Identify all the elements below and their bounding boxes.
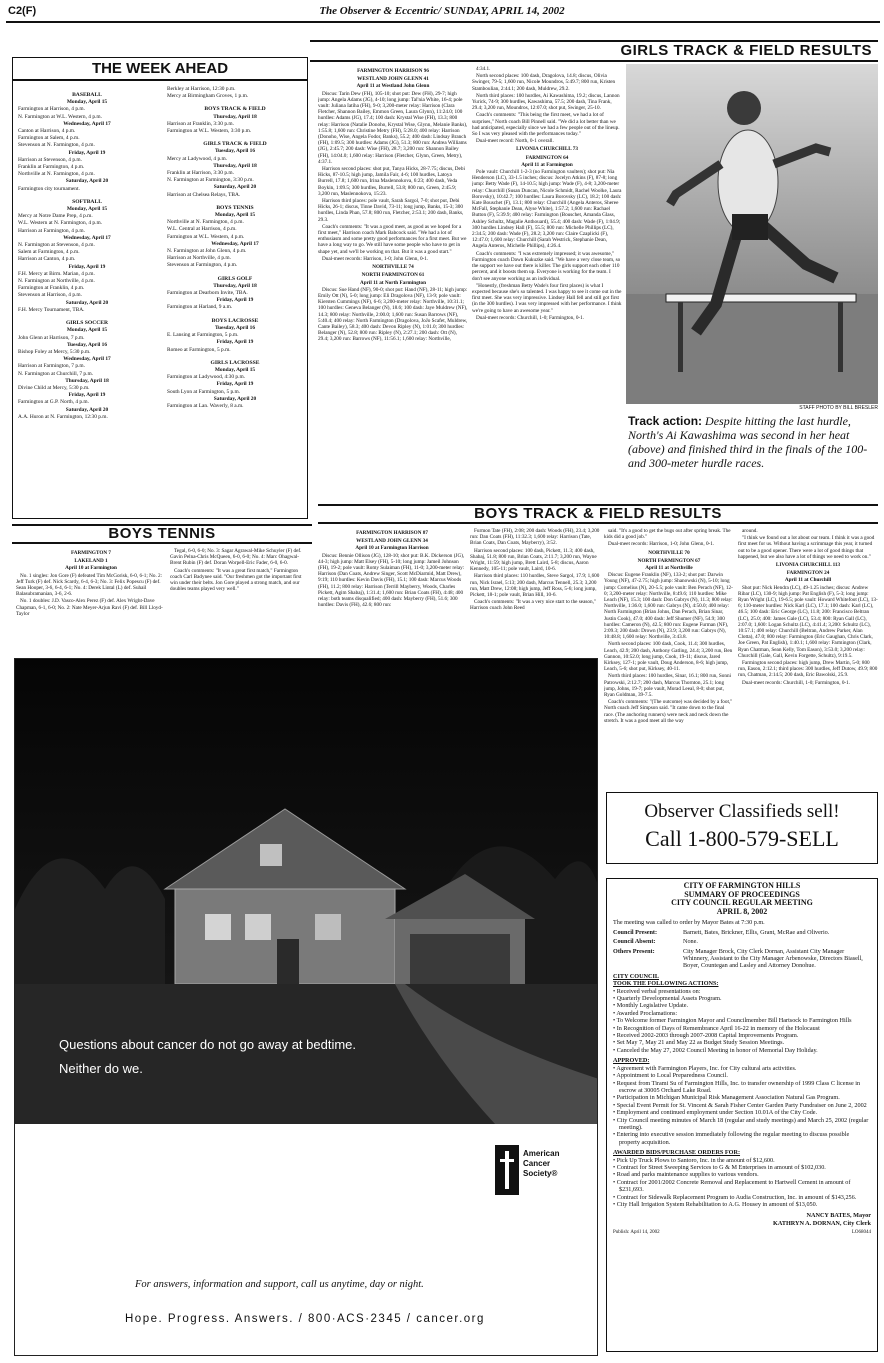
girls-track-banner: GIRLS TRACK & FIELD RESULTS — [310, 40, 878, 62]
boys-tennis-col-1 — [16, 548, 166, 658]
boys-track-col-3 — [604, 528, 734, 778]
schedule-event: Farmington at Harland, 9 a.m. — [167, 304, 233, 311]
ad-logo — [495, 1143, 565, 1201]
result-heading: FARMINGTON HARRISON 96 — [357, 68, 429, 74]
boys-track-banner: BOYS TRACK & FIELD RESULTS — [318, 504, 878, 524]
schedule-category: BOYS TRACK & FIELD — [204, 106, 266, 113]
result-paragraph: Shot put: Nick Hendra (LC), 49-1.25 inches; discus: Andrew Ribar (LC), 130-9; high jump: Pat English (F), 5-3; long jump: Ryan Wright (LC), 19-6.5; pole vault: Howard Whitefoot (LC), 13-6; 110-meter hurdles: Nick Karl (LC), 17.1; 100 dash: Karl (LC), 46.5; 100 dash: Eric George (LC), 11.8; 200: Francisco Beltran (LC), 25.0; 400: James Gale (LC), 53.4; 800: Ryan Gall (LC), 2:07.0; 1,600: Logan Schultz (LC), 4:41.4; 3,200: Schultz (LC), 10:57.1; 400 relay: Churchill (Beltran, Andrew Parker, Alan Clotta), 47.0; 800 relay: Farmington (Eric Gaughan, Chris Clark, Joe Green, Pat English), 1:40.1; 1,600 relay: Farmington (Clark, Ryan Chatman, Sean Kelly, Tom Eason), 3:53.0; 3,200 relay: Churchill (Gale, Gall, Kevin Forgette, Schultz), 9:19.5. — [738, 584, 878, 659]
legal-action-item: • In Recognition of Days of Remembrance April 16-22 in memory of the Holocaust — [613, 1025, 871, 1032]
schedule-day: Monday, April 15 — [66, 99, 108, 106]
schedule-category: GIRLS GOLF — [217, 275, 253, 282]
legal-others: City Manager Brock, City Clerk Dornan, Assistant City Manager Whinnery, Assistant to the City Manager Arbenowske, Directors Biasell, Boyer, Countegan and Lasley and Attorney Donohue. — [683, 947, 863, 970]
schedule-event: Stevenson at Farmington, 4 p.m. — [167, 262, 238, 269]
result-heading: NORTHVILLE 74 — [372, 264, 414, 271]
week-ahead-title: THE WEEK AHEAD — [13, 58, 307, 81]
legal-absent-label: Council Absent: — [613, 938, 656, 946]
legal-publish: Publish: April 14, 2002 — [613, 1230, 660, 1236]
legal-others-label: Others Present: — [613, 947, 655, 955]
schedule-event: N. Farmington at Stevenson, 4 p.m. — [18, 242, 95, 249]
boys-track-col-2 — [470, 528, 600, 653]
result-paragraph: North third places: 100 hurdles, Sinar, 16.1; 800 run, Sonni Patrowski, 2:12.7; 200 dash, Marcus Thornton, 25.1; long jump, Johns, 19-7; pole vault, Morad Leeal, 8-0; shot put, Ryan Goldman, 39-7.5. — [604, 673, 731, 699]
schedule-day: Monday, April 15 — [214, 366, 256, 373]
result-heading: NORTH FARMINGTON 67 — [637, 557, 701, 564]
legal-section-actions: TOOK THE FOLLOWING ACTIONS: — [613, 980, 719, 988]
schedule-event: Stevenson at Harrison, 4 p.m. — [18, 292, 82, 299]
result-paragraph: Discus: Eugene Franklin (NF), 133-2; shot put: Darwin Young (NF), 47-2.75; high jump: Shanowski (N), 5-10; long jump: Cornelius (N), 20-5.5; pole vault: Ben Perach (NF), 12-0; 3,200-meter relay: Northville, 8:49.6; 110 hurdles: Mike Leach (NF), 15.3; 100 dash: Don Gabrys (N), 11.3; 800 relay: Northville, 1:36.0; 1,600 run: Gabrys (N), 4:50.0; 400 relay: North Farmington (Brian Johns, Dan Perach, Brian Sinar, Justin Cook), 47.0; 400 dash: Jeff Shumer (NF), 54.9; 300 hurdles: Cameron (N), 42.5; 800 run: Eugene Furman (NF), 2:09.3; 200 dash: Drown (N), 23.9; 3,200 run: Gabrys (N), 10:48.8; 1,600 relay: Northville, 3:43.8. — [604, 572, 733, 641]
legal-title-1: CITY OF FARMINGTON HILLS — [683, 881, 801, 890]
legal-present-row — [613, 929, 871, 936]
legal-bid-item: • Pick Up Truck Plows to Santoro, Inc. in the amount of $12,600. — [613, 1157, 871, 1164]
logo-line-1: American — [523, 1149, 560, 1158]
page-number: C2(F) — [8, 5, 37, 17]
legal-approved-item: • City Council meeting minutes of March 18 (regular and study meetings) and March 25, 2002 (regular meeting). — [613, 1117, 871, 1132]
result-paragraph: Coach's comments: "It was a great first match," Farmington coach Carl Badynee said. "Our freshmen got the important first win under their belts. Jon Gore played a strong match, and our doubles teams played very well." — [170, 567, 302, 593]
schedule-day: Tuesday, April 16 — [66, 341, 108, 348]
ad-headline-1: Questions about cancer do not go away at bedtime. — [59, 1037, 357, 1052]
result-paragraph: Harrison second places: 100 dash, Pickett, 11.3; 400 dash, Shabaj, 51.8; 800 run, Brian Coats, 2:11.7; 3,200 run, Wayne Wright, 11:59; high jump, Brett Laird, 5-8; discus, Aaron Kennedy, 105-11; pole vault, Laird, 10-6. — [470, 547, 597, 573]
week-ahead-col-1 — [16, 86, 158, 421]
schedule-event: Northville at N. Farmington, 4 p.m. — [167, 219, 244, 226]
result-paragraph: North second places: 100 dash, Cook, 11.4; 300 hurdles, Leach, 42.9; 200 dash, Anthony Gatling, 24.4; 3,200 run, Ben Gannon, 10:52.0; long jump, Cook, 19-11; discus, Jared Kirksey, 127-1; pole vault, Doug Anderson, 8-6; high jump, Leach, 5-6; shot put, Kirksey, 40-11. — [604, 641, 733, 673]
schedule-event: Franklin at Farmington, 4 p.m. — [18, 164, 85, 171]
schedule-event: Mercy at Notre Dame Prep, 4 p.m. — [18, 213, 93, 220]
schedule-event: Northville at N. Farmington, 4 p.m. — [18, 171, 95, 178]
legal-present: Barnett, Bates, Brickner, Ellis, Grant, McRae and Oliverio. — [683, 928, 830, 936]
legal-others-row — [613, 948, 871, 970]
legal-approved-item: • Employment and continued employment under Section 10.01A of the City Code. — [613, 1109, 871, 1116]
result-paragraph: Discus: Bennie Ollison (JG), 128-10; shot put: B.K. Dickerson (JG), 44-3; high jump: Matt Elsey (FH), 5-10; long jump: Jameil Johnson (FH), 19-2; pole vault: Romy Sulaiman (FH), 11-0; 3,200-meter relay: Harrison (Dan Coats, Andrew Singer, Scott McDiarmid, Matt Drew), 9:19; 110 hurdles: Kevin Davis (FH), 15.1; 100 dash: Marcus Woods (FH), 11.2; 800 relay: Harrison (Terrill Mayberry, Woods, Charles Pickett, Agim Shabaj), 1:31.4; 1,600 run: Brian Coats (FH), 4:48; 400 relay: both teams disqualified; 400 dash: Mayberry (FH), 51.6; 300 hurdles: Davis (FH), 42.6; 800 run: — [318, 552, 465, 609]
schedule-event: Farmington at Lan. Waverly, 8 a.m. — [167, 402, 244, 409]
schedule-event: Harrison at Chelsea Relays, TBA. — [167, 191, 241, 198]
week-ahead-box — [12, 57, 308, 519]
sword-logo-icon — [495, 1145, 519, 1195]
schedule-category: GIRLS LACROSSE — [210, 359, 260, 366]
legal-signature-2: KATHRYN A. DORNAN, City Clerk — [773, 1219, 871, 1227]
schedule-event: N. Farmington at Northville, 4 p.m. — [18, 278, 95, 285]
result-heading: FARMINGTON HARRISON 87 — [356, 530, 428, 536]
result-heading: FARMINGTON 7 — [70, 550, 111, 556]
result-subheading: April 11 at Northville — [645, 565, 693, 572]
legal-approved-item: • Entering into executive session immediately following the regular meeting to discuss possible property acquisition. — [613, 1131, 871, 1146]
result-paragraph: Harrison third places: 110 hurdles, Steve Sargol, 17.9; 1,600 run, Nick Israel, 5:13; 200 dash, Marcus Tennell, 25.3; 3,200 run, Matt Drew, 12:08; high jump, Jeff Ross, 5-6; long jump, Pickett, 18-1; pole vault, Brian Hill, 10-6. — [470, 573, 600, 599]
result-paragraph: Pole vault: Churchill 1-2-3 (no Farmington vaulters); shot put: Nia Henderson (LC), 33-1.5 inches; discus: Jocelyn Atkins (F), 87-8; long jump: Betty Wade (F), 14-10.5; high jump: Wade (F), 4-8; 3,200-meter relay: Churchill (Susan Duncan, Nicole Schmidt, Rachel Woolke, Laura Borovsky), 10:42.7; 100 hurdles: Laura Borovsky (LC), 18.2; 100 dash: Kate Bouschet (F), 13.1; 800 relay: Churchill (Angela Anteros, Sheree McFall, Stephanie Dean, Alyse White), 1:57.2; 1,600 run: Rachael Button (F), 5:39.9; 400 relay: Farmington (Bouschet, Amanda Glass, Ashley Schultz, Magalie Anthouard), 55.4; 400 dash: Wade (F), 1:04.9; 300 hurdles Lindsey Hall (F), 55.5; 800 run: Michelle Phillips (LC), 2:34.5; 200 dash: Wade (F), 28.2; 3,200 run: Claire Czaplicki (F), 12:47.0; 1,600 relay: Churchill (Sarah Westrick, Stephanie Dean, Angela Anteros, Michelle Phillips), 4:26.4. — [472, 169, 622, 250]
legal-title-4: APRIL 8, 2002 — [716, 906, 768, 916]
schedule-event: W.L. Western at N. Farmington, 4 p.m. — [18, 220, 103, 227]
ad-headline-2: Neither do we. — [59, 1061, 143, 1076]
result-paragraph: Dual-meet records: Harrison, 1-0; John Glenn, 0-1. — [608, 541, 715, 548]
schedule-event: Harrison at Stevenson, 4 p.m. — [18, 156, 82, 163]
result-paragraph: "I think we found out a lot about our team. I think it was a good first meet for us. Without having a scrimmage this year, it turned out to be a good opener. There were a lot of good things that happened, but we also have a lot of things we need to work on." — [738, 535, 875, 560]
boys-track-col-1 — [318, 528, 466, 653]
result-paragraph: said. "It's a good to get the bugs out after spring break. The kids did a good job." — [604, 528, 731, 541]
result-subheading: April 11 at North Farmington — [360, 279, 426, 286]
schedule-event: Farmington at Franklin, 4 p.m. — [18, 285, 85, 292]
legal-bid-item: • Contract for Sidewalk Replacement Program to Audia Construction, Inc. in amount of $143,256. — [613, 1194, 871, 1201]
result-paragraph: Discus: Sue Hand (NF), 90-0; shot put: Hand (NF), 28-11; high jump: Emily Ott (N), 5-0; long jump: Eli Dragolova (NF), 13-9; pole vault: Kiersten Cummings (NF), 6-6; 3,200-meter relay: Northville, 10:31.1; 100 hurdles: Geneva Belanger (N), 18.6; 100 dash: Jaye Muldrew (NF), 14.3; 800 relay: Northville, 2:00.0; 1,600 run: Susan Barrows (NF), 5:40.4; 400 relay: North Farmington (Dragolova, JoJo Scafet, Muldrew, Cante Bailey), 58.3; 400 dash: Devon Ripley (N), 1:01.0; 300 hurdles: Belanger (N), 52.8; 800 run: Ripley (N), 2:27.1; 200 dash: Ott (N), 29.4; 3,200 run: Barrows (NF), 11:56.1; 1,600 relay: Northville, — [318, 286, 468, 343]
result-paragraph: "Honestly, (freshman Betty Wade's four first places) is what I expected because she's so talented. I was happy to see it come out in the first meet. She was very impressive. Lindsey Hall fell and still got first (in the 300 hurdles). I was very impressed with her performance. I think we're going to have an awesome year." — [472, 282, 622, 314]
schedule-day: Friday, April 19 — [216, 381, 254, 388]
legal-approved-item: • Appointment to Local Preparedness Council. — [613, 1072, 871, 1079]
schedule-day: Wednesday, April 17 — [211, 240, 259, 247]
schedule-event: John Glenn at Harrison, 7 p.m. — [18, 334, 85, 341]
schedule-day: Wednesday, April 17 — [63, 234, 111, 241]
legal-bid-item: • Road and parks maintenance supplies to various vendors. — [613, 1171, 871, 1178]
result-paragraph: Coach's comments: "I was extremely impressed; it was awesome," Farmington coach Dawn Kukuzke said. "We have a very close team, so the support we have out there is killer. The girls support each other 110 percent, and it boosts them up. Everyone is working for the team. I don't see anyone working as an individual. — [472, 250, 621, 282]
result-heading: WESTLAND JOHN GLENN 34 — [356, 538, 428, 545]
legal-action-item: • Canceled the May 27, 2002 Council Meeting in honor of Memorial Day Holiday. — [613, 1047, 871, 1054]
caption-body: Despite hitting the last hurdle, North's Ai Kawashima was second in her heat (above) and finished third in the finals of the 100- and 300-meter hurdle races. — [628, 414, 868, 470]
schedule-event: Mercy at Ladywood, 4 p.m. — [167, 155, 228, 162]
legal-title-3: CITY COUNCIL REGULAR MEETING — [671, 898, 813, 908]
schedule-day: Friday, April 19 — [68, 263, 106, 270]
schedule-day: Monday, April 15 — [66, 327, 108, 334]
schedule-day: Saturday, April 20 — [213, 184, 257, 191]
legal-intro: The meeting was called to order by Mayor Bates at 7:30 p.m. — [613, 919, 765, 927]
ad-tagline: For answers, information and support, call us anytime, day or night. — [135, 1279, 424, 1290]
legal-code: LO68044 — [851, 1230, 871, 1236]
schedule-event: Harrison at Farmington, 7 p.m. — [18, 363, 85, 370]
header-rule — [6, 21, 880, 23]
legal-action-item: • Set May 7, May 21 and May 22 as Budget Study Session Meetings. — [613, 1039, 871, 1046]
result-subheading: April 11 at Churchill — [784, 577, 832, 584]
schedule-day: Thursday, April 18 — [213, 113, 257, 120]
schedule-event: Divine Child at Mercy, 5:30 p.m. — [18, 384, 90, 391]
schedule-event: South Lyon at Farmington, 5 p.m. — [167, 388, 241, 395]
boys-track-col-4 — [738, 528, 878, 778]
result-paragraph: Dual-meet records: Churchill, 1-0; Farmington, 0-1. — [742, 679, 851, 686]
schedule-event: N. Farmington at Farmington, 3:30 p.m. — [167, 177, 254, 184]
legal-action-item: • To Welcome former Farmington Mayor and Councilmember Bill Hartsock to Farmington Hills — [613, 1017, 871, 1024]
schedule-category: BOYS TENNIS — [216, 204, 254, 211]
result-heading: FARMINGTON 24 — [786, 570, 830, 577]
schedule-day: Wednesday, April 17 — [63, 120, 111, 127]
schedule-day: Saturday, April 20 — [65, 406, 109, 413]
legal-notice — [606, 878, 878, 1352]
classifieds-line-2: Call 1-800-579-SELL — [645, 826, 839, 851]
schedule-event: Farmington at Ladywood, 4:30 p.m. — [167, 374, 246, 381]
legal-bid-item: • City Hall Irrigation System Rehabilitation to A.G. Housey in amount of $13,050. — [613, 1201, 871, 1208]
legal-action-item: • Quarterly Developmental Assets Program. — [613, 995, 871, 1002]
result-paragraph: No. 1 singles: Jon Gore (F) defeated Tim McGorisk, 6-0, 6-1; No. 2: Jeff Turk (F) def. Nick Scardy, 6-4, 6-3; No. 3: Felix Popescu (F) def. Sean Hooper, 3-6, 6-4, 6-1; No. 4: Derek Lintal (L) def. Suhail Balasubramanian, 3-6, 2-6. — [16, 572, 163, 598]
result-heading: NORTHVILLE 70 — [648, 549, 690, 556]
result-subheading: April 11 at Westland John Glenn — [356, 83, 430, 90]
masthead: The Observer & Eccentric/ SUNDAY, APRIL 14, 2002 — [319, 5, 565, 17]
schedule-day: Thursday, April 18 — [213, 162, 257, 169]
result-paragraph: Farmington second places: high jump, Drew Martin, 5-0; 800 run, Eason, 2:12.1; third places: 300 hurdles, Jeff Dutow, 49.9; 800 run, Chatman, 2:14.5; 200 dash, Eric Bawolski, 25.9. — [738, 660, 878, 679]
schedule-event: F.H. Mercy Tournament, TBA. — [18, 306, 85, 313]
schedule-day: Thursday, April 18 — [213, 282, 257, 289]
schedule-day: Thursday, April 18 — [65, 377, 109, 384]
legal-action-item: • Awarded Proclamations: — [613, 1010, 871, 1017]
classifieds-box — [606, 792, 878, 864]
schedule-event: W.L. Central at Harrison, 4 p.m. — [167, 226, 237, 233]
schedule-event: Farmington at W.L. Western, 3:30 p.m. — [167, 128, 252, 135]
schedule-event: Farmington at Salem, 4 p.m. — [18, 135, 80, 142]
result-paragraph: No. 1 doubles: J.D. Vasco-Alex Perez (F) def. Alex Wright-Dave Chapman, 6-1, 6-0; No. 2: Nate Meyer-Arjun Ravi (F) def. Bill Lloyd-Taylor — [16, 598, 163, 617]
result-subheading: April 10 at Farmington — [65, 565, 117, 572]
schedule-event: N. Farmington at W.L. Western, 4 p.m. — [18, 113, 102, 120]
girls-track-col-1 — [318, 66, 468, 466]
schedule-category: GIRLS SOCCER — [65, 320, 109, 327]
schedule-day: Saturday, April 20 — [65, 299, 109, 306]
legal-present-label: Council Present: — [613, 928, 658, 936]
result-paragraph: around. — [742, 528, 758, 534]
result-paragraph: Harrison second places: shot put, Tanya Hicks, 28-7.75; discus, Debi Hicks, 87-10.5; high jump, Jamila Fair, 4-6; 100 hurdles, Latoya Burrell, 17.8; 1,600 run, Irina Maslennokova, 6:23; 400 dash, Veda Boykin, 1:09.5; 300 hurdles, Burrell, 53.8; 800 run, Green, 2:45.9; 3,200 run, Maslennokova, 15:23. — [318, 166, 465, 197]
ad-footer: Hope. Progress. Answers. / 800·ACS·2345 / cancer.org — [125, 1313, 485, 1325]
schedule-event: Harrison at Northville, 4 p.m. — [167, 255, 231, 262]
schedule-event: Harrison at Franklin, 3:30 p.m. — [167, 120, 234, 127]
schedule-event: Stevenson at N. Farmington, 4 p.m. — [18, 142, 95, 149]
schedule-day: Monday, April 15 — [66, 206, 108, 213]
schedule-category: GIRLS TRACK & FIELD — [203, 141, 267, 148]
boys-tennis-banner: BOYS TENNIS — [12, 524, 312, 544]
schedule-day: Saturday, April 20 — [213, 395, 257, 402]
logo-line-2: Cancer — [523, 1159, 551, 1168]
schedule-event: E. Lansing at Farmington, 5 p.m. — [167, 332, 239, 339]
schedule-day: Friday, April 19 — [216, 297, 254, 304]
schedule-event: Romeo at Farmington, 5 p.m. — [167, 346, 231, 353]
schedule-event: Farmington at W.L. Western, 4 p.m. — [167, 233, 245, 240]
schedule-category: BOYS LACROSSE — [211, 317, 259, 324]
legal-approved-item: • Special Event Permit for St. Vincent & Sarah Fisher Center Garden Party Fundraiser on June 2, 2002 — [613, 1102, 871, 1109]
result-paragraph: Coach's comments: "(The outcome) was decided by a foot," North coach Jeff Simpson said. "It came down to the final race. (The anchoring runners) were neck and neck down the stretch. It was a good meet all the way — [604, 699, 733, 724]
schedule-event: N. Farmington at John Glenn, 4 p.m. — [167, 248, 247, 255]
result-heading: NORTH FARMINGTON 61 — [361, 272, 425, 279]
cancer-ad — [14, 658, 598, 1356]
legal-section-bids: AWARDED BIDS/PURCHASE ORDERS FOR: — [613, 1149, 741, 1157]
legal-actions-list — [613, 988, 871, 1055]
legal-bid-item: • Contract for 2001/2002 Concrete Removal and Replacement to Hartwell Cement in amount of $231,693. — [613, 1179, 871, 1194]
result-paragraph: North third places: 100 hurdles, Ai Kawashima, 19.2; discus, Lannon Yurick, 74-9; 300 hurdles, Kawashima, 57.5; 200 dash, Tina Frank, 29.4; 3,200 run, Moundros, 12:07.0; shot put, Swinger, 25-10. — [472, 92, 620, 112]
legal-approved-item: • Participation in Michigan Municipal Risk Management Association Natural Gas Program. — [613, 1094, 871, 1101]
schedule-event: Harrison at Farmington, 4 p.m. — [18, 227, 85, 234]
schedule-event: Canton at Harrison, 4 p.m. — [18, 128, 76, 135]
result-paragraph: Tegal, 6-0, 6-0; No. 3: Sagar Agrawal-Mike Schuyler (F) def. Gavin Pelna-Chris McQueen, 6-0, 6-0; No. 4: Marc Ohagwal-Brent Rubin (F) def. Doran Worpell-Eric Fader, 6-0, 6-0. — [170, 548, 302, 567]
schedule-event: Farmington at G.P. North, 4 p.m. — [18, 399, 89, 406]
schedule-event: Berkley at Harrison, 12:30 p.m. — [167, 86, 236, 92]
result-heading: WESTLAND JOHN GLENN 41 — [357, 76, 429, 83]
logo-line-3: Society® — [523, 1169, 558, 1178]
legal-bids-list — [613, 1157, 871, 1209]
result-subheading: April 11 at Farmington — [521, 161, 573, 168]
photo-credit: STAFF PHOTO BY BILL BRESLER — [799, 405, 878, 411]
schedule-day: Saturday, April 20 — [65, 178, 109, 185]
result-paragraph: Coach's comments: "It was a very nice start to the season," Harrison coach John Reed — [470, 599, 596, 612]
schedule-event: Salem at Farmington, 4 p.m. — [18, 249, 80, 256]
schedule-event: Mercy at Birmingham Groves, 1 p.m. — [167, 93, 249, 100]
legal-approved-item: • Request from Tirami Su of Farmington Hills, Inc. to transfer ownership of 1999 Class C license in escrow at 30005 Orchard Lake Road. — [613, 1080, 871, 1095]
result-paragraph: Coach's comments: "This being the first meet, we had a lot of surprises," North coach Bill Pinnell said. "We did a lot better than we had anticipated, especially since we had a few people out of the lineup. So I was very pleased with the performances today." — [472, 112, 620, 138]
photo-caption — [628, 414, 878, 470]
legal-title-2: SUMMARY OF PROCEEDINGS — [684, 889, 800, 899]
girls-track-col-2 — [472, 66, 622, 466]
schedule-day: Wednesday, April 17 — [63, 356, 111, 363]
schedule-category: SOFTBALL — [72, 198, 102, 205]
schedule-day: Friday, April 19 — [68, 149, 106, 156]
result-paragraph: North second places: 100 dash, Dragolova, 14.8; discus, Olivia Swinger, 79-5; 1,600 run, Nicole Moundros, 5:49.7; 800 run, Kristen Stamboulian, 2:44.1; 200 dash, Muldrew, 29.2. — [472, 73, 616, 92]
schedule-event: Farmington at Dearborn Invite, TBA. — [167, 290, 248, 297]
result-heading: LIVONIA CHURCHILL 113 — [775, 562, 841, 569]
result-paragraph: Dual-meet records: Harrison, 1-0; John Glenn, 0-1. — [322, 255, 429, 262]
result-subheading: April 10 at Farmington Harrison — [355, 545, 429, 552]
schedule-category: BASEBALL — [72, 92, 102, 98]
schedule-day: Tuesday, April 16 — [214, 324, 256, 331]
legal-bid-item: • Contract for Street Sweeping Services to G & M Enterprises in amount of $102,030. — [613, 1164, 871, 1171]
schedule-event: Harrison at Canton, 4 p.m. — [18, 256, 76, 263]
legal-footer — [613, 1229, 871, 1236]
result-heading: FARMINGTON 64 — [525, 154, 569, 161]
legal-action-item: • Received 2002-2003 through 2007-2008 Capital Improvements Program. — [613, 1032, 871, 1039]
week-ahead-col-2 — [165, 86, 305, 410]
legal-action-item: • Received verbal presentations on: — [613, 988, 871, 995]
schedule-day: Tuesday, April 16 — [214, 148, 256, 155]
schedule-event: N. Farmington at Churchill, 7 p.m. — [18, 370, 94, 377]
result-paragraph: Dual-meet records: Churchill, 1-0; Farmington, 0-1. — [476, 314, 585, 321]
legal-signature-1: NANCY BATES, Mayor — [806, 1212, 871, 1220]
legal-section-approved: APPROVED: — [613, 1057, 650, 1065]
classifieds-line-1: Observer Classifieds sell! — [644, 801, 840, 822]
result-paragraph: Coach's comments: "It was a good meet, as good as we hoped for a first meet," Harrison coach Mark Babcock said. "We had a lot of enthusiasm and some pretty good performances for a first meet. But we have a long way to go. We still have some people who have to get in shape yet, and we'll be working on that. But it was a good start." — [318, 223, 467, 255]
schedule-day: Friday, April 19 — [216, 339, 254, 346]
result-paragraph: Furmon Tate (FH), 2:08; 200 dash: Woods (FH), 23.4; 3,200 run: Dan Coats (FH), 11:32.3; 1,600 relay: Harrison (Tate, Brian Coats, Dan Coats, Mayberry), 3:52. — [470, 528, 600, 547]
result-paragraph: 4:34.1. — [476, 66, 491, 72]
schedule-event: Farmington city tournament. — [18, 185, 80, 192]
legal-section-council: CITY COUNCIL — [613, 972, 660, 980]
result-heading: LIVONIA CHURCHILL 73 — [516, 146, 578, 153]
boys-tennis-col-2 — [170, 548, 310, 658]
schedule-event: A.A. Huron at N. Farmington, 12:30 p.m. — [18, 413, 108, 420]
schedule-day: Friday, April 19 — [68, 392, 106, 399]
result-paragraph: Harrison third places: pole vault, Sarah Sargol, 7-0; shot put, Debi Hicks, 26-1; discus, Tinne David, 73-11; long jump, Banks, 15-3; 300 hurdles, Linda Phan, 57.8; 800 run, Fletcher, 2:53.1; 200 dash, Banks, 29.3. — [318, 198, 464, 223]
track-photo — [626, 64, 878, 404]
schedule-day: Monday, April 15 — [214, 212, 256, 219]
legal-absent: None. — [683, 938, 698, 946]
result-paragraph: Discus: Tarin Dew (FH), 105-10; shot put: Dew (FH), 29-7; high jump: Angela Adams (JG), 4-10; long jump: Tal'nia White, 16-4; pole vault: Juliana Iatiha (FH), 9-0; 3,200-meter relay: Harrison (Clara Fletcher, Shannon Bailey, Emmon Green, Laura Glynn), 11:24.0; 100 hurdles: Adams (JG), 17.4; 100 dash: Krystal Wise (FH), 13.3; 800 relay: Harrison (Natalie Donoho, Krystal Wise, Glynn, Melanie Banks), 1:55.8; 1,600 run: Christine Metry (FH), 5:28.0; 400 relay: Harrison (Donoho, Wise, Angela Fodor, Banks), 55.2; 400 dash: Lindsay Branch (FH), 1:09.5; 300 hurdles: Adams (JG), 51.3; 800 run: Andrea Williams (JG), 2:45.7; 200 dash: Wise (FH), 28.7; 3,200 run: Shannon Bailey (FH), 14:04.0; 1,600 relay: Harrison (Fletcher, Glynn, Green, Metry), 4:37.1. — [318, 90, 468, 165]
legal-approved-item: • Agreement with Farmington Players, Inc. for City cultural arts activities. — [613, 1065, 871, 1072]
schedule-event: Farmington at Harrison, 4 p.m. — [18, 106, 85, 113]
track-photo-image — [626, 64, 878, 404]
schedule-event: F.H. Mercy at Birm. Marian, 4 p.m. — [18, 270, 95, 277]
legal-action-item: • Monthly Legislative Update. — [613, 1002, 871, 1009]
result-heading: LAKELAND 1 — [74, 558, 108, 565]
schedule-event: Franklin at Harrison, 3:30 p.m. — [167, 170, 234, 177]
ad-night-house-image — [15, 659, 598, 1124]
caption-lead: Track action: — [628, 414, 703, 428]
result-paragraph: Dual-meet record: North, 0-1 overall. — [476, 138, 554, 145]
schedule-event: Bishop Foley at Mercy, 5:30 p.m. — [18, 348, 91, 355]
legal-approved-list — [613, 1065, 871, 1146]
legal-absent-row — [613, 938, 871, 945]
